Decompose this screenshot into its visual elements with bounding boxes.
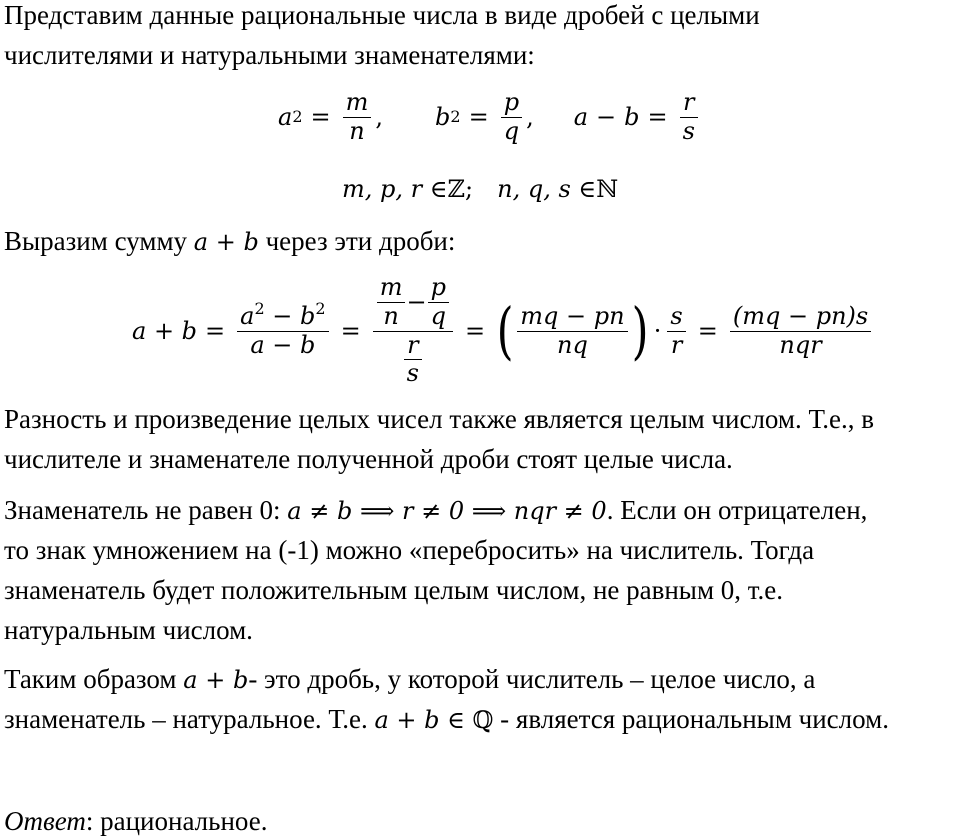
fraction-denominator: nq	[557, 330, 588, 359]
paragraph-4-line-2: то знак умножением на (-1) можно «перебросить» на числитель. Тогда	[4, 535, 815, 565]
equals-sign: =	[464, 317, 486, 345]
comma: ,	[526, 103, 534, 131]
equals-sign: =	[468, 103, 489, 131]
paragraph-2	[4, 228, 455, 255]
answer-line	[4, 808, 267, 835]
paragraph-4-line-3: знаменатель будет положительным целым числом, не равным 0, т.е.	[4, 575, 784, 605]
fraction-numerator: s	[670, 301, 683, 330]
paragraph-5-line-2-text-end: - является рациональным числом.	[493, 704, 889, 734]
fraction-p-over-q: $\frac{p}{q}$	[428, 274, 449, 330]
left-paren: (	[496, 294, 514, 367]
paragraph-4-text-end: . Если он отрицателен,	[606, 495, 868, 525]
answer-value: рациональное.	[100, 806, 268, 836]
paragraph-5-text: Таким образом	[4, 664, 184, 694]
answer-label: Ответ	[4, 806, 86, 836]
math-a-plus-b: a + b	[183, 666, 249, 694]
fraction-r-over-s: $\frac{r}{s}$	[404, 332, 422, 388]
math-a-plus-b-in: a + b ∈	[374, 706, 473, 734]
paragraph-4-line-1	[4, 497, 867, 524]
var-b: b	[435, 103, 451, 131]
fraction-numerator: $a^2 - b^2$	[240, 298, 326, 330]
paragraph-2-text-end: через эти дроби:	[258, 226, 456, 256]
paragraph-5-text-end: - это дробь, у которой числитель – целое число, а	[248, 664, 816, 694]
paragraph-4-text: Знаменатель не равен 0:	[4, 495, 288, 525]
paragraph-4-line-4: натуральным числом.	[4, 615, 253, 645]
math-a-plus-b: a + b	[193, 228, 259, 256]
paragraph-5-line-1	[4, 666, 815, 693]
natural-vars: n, q, s ∈	[497, 175, 597, 203]
fraction-s-over-r	[667, 303, 685, 359]
semicolon: ;	[465, 175, 474, 203]
equals-sign: =	[310, 103, 331, 131]
fraction-result	[730, 303, 871, 359]
fraction-r-over-s	[680, 89, 698, 145]
fraction-m-over-n: $\frac{m}{n}$	[377, 274, 406, 330]
answer-colon: :	[85, 806, 101, 836]
integers-symbol: ℤ	[447, 175, 466, 203]
integer-vars: m, p, r ∈	[342, 175, 448, 203]
paragraph-3-line-2: числителе и знаменателе полученной дроби стоят целые числа.	[4, 444, 733, 474]
minus-sign: −	[406, 287, 427, 316]
fraction-numerator: r	[683, 87, 695, 116]
paragraph-5-line-2	[4, 706, 889, 733]
paragraph-2-text: Выразим сумму	[4, 226, 194, 256]
fraction-denominator: q	[503, 116, 520, 145]
fraction-denominator: r	[670, 330, 683, 359]
equation-definitions: a 2 = $\frac{m}{n}$ , b 2 = $\frac{p}{q}$ , a − b = $\frac{r}{s}$	[278, 84, 702, 150]
equals-sign: =	[205, 317, 226, 345]
fraction-denominator: n	[349, 116, 365, 145]
minus-sign: −	[596, 103, 617, 131]
fraction-numerator: m	[345, 87, 369, 116]
compound-numerator	[373, 274, 453, 330]
var-b: b	[624, 103, 640, 131]
equals-sign: =	[647, 103, 668, 131]
fraction-mq-pn-over-nq	[517, 303, 627, 359]
multiplication-dot: ·	[653, 317, 662, 345]
fraction-p-over-q	[501, 89, 522, 145]
fraction-numerator: p	[503, 87, 520, 116]
fraction-m-over-n	[343, 89, 372, 145]
compound-denominator	[401, 332, 425, 388]
fraction-squares-difference	[237, 298, 328, 359]
equation-sets	[342, 175, 618, 203]
equation-sum-derivation	[132, 270, 875, 392]
paragraph-3-line-1: Разность и произведение целых чисел также является целым числом. Т.е., в	[4, 404, 875, 434]
fraction-denominator: s	[682, 116, 695, 145]
var-a: a	[278, 103, 293, 131]
fraction-denominator: a − b	[250, 330, 316, 359]
paragraph-1-line-1: Представим данные рациональные числа в виде дробей с целыми	[4, 0, 760, 30]
naturals-symbol: ℕ	[596, 175, 619, 203]
equals-sign: =	[697, 317, 718, 345]
right-paren: )	[631, 294, 649, 367]
paragraph-5-line-2-text: знаменатель – натуральное. Т.е.	[4, 704, 375, 734]
rationals-symbol: ℚ	[472, 706, 494, 734]
math-implication-chain: a ≠ b ⟹ r ≠ 0 ⟹ nqr ≠ 0	[287, 497, 607, 525]
paragraph-1-line-2: числителями и натуральными знаменателями:	[4, 40, 535, 70]
fraction-denominator: nqr	[779, 330, 822, 359]
compound-fraction	[373, 274, 453, 387]
comma: ,	[375, 103, 384, 131]
lhs-a-plus-b: a + b	[132, 317, 198, 345]
fraction-numerator: mq − pn	[520, 301, 625, 330]
var-a: a	[573, 103, 589, 131]
equals-sign: =	[340, 317, 361, 345]
fraction-numerator: (mq − pn)s	[732, 301, 869, 330]
